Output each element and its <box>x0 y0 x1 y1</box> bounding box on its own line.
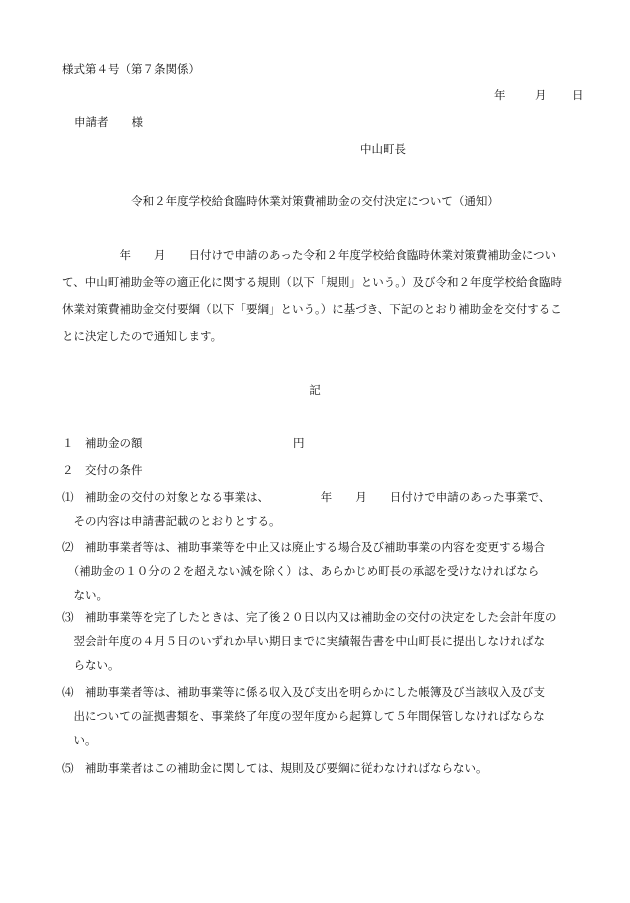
condition-line: ない。 <box>62 588 108 602</box>
applicant-line: 申請者 様 <box>74 115 143 129</box>
condition-1 <box>62 488 602 536</box>
body-line: 年 月 日付けで申請のあった令和２年度学校給食臨時休業対策費補助金につい <box>62 248 557 262</box>
issuer: 中山町長 <box>360 142 406 156</box>
condition-line: ⑶ 補助事業等を完了したときは、完了後２０日以内又は補助金の交付の決定をした会計年度の <box>62 610 557 624</box>
amount-unit: 円 <box>293 436 305 450</box>
condition-line: い。 <box>62 733 97 747</box>
condition-line: ⑵ 補助事業者等は、補助事業等を中止又は廃止する場合及び補助事業の内容を変更する場合 <box>62 540 545 554</box>
body-line: て、中山町補助金等の適正化に関する規則（以下「規則」という。）及び令和２年度学校給食臨時 <box>62 275 563 289</box>
condition-line: ⑷ 補助事業者等は、補助事業等に係る収入及び支出を明らかにした帳簿及び当該収入及び支 <box>62 685 545 699</box>
body-line: 休業対策費補助金交付要綱（以下「要綱」という。）に基づき、下記のとおり補助金を交付するこ <box>62 302 562 316</box>
date-year: 年 <box>494 88 506 102</box>
condition-line: らない。 <box>62 658 120 672</box>
date-month: 月 <box>535 88 547 102</box>
condition-line: （補助金の１０分の２を超えない減を除く）は、あらかじめ町長の承認を受けなければなら <box>62 564 540 578</box>
body-line: とに決定したので通知します。 <box>62 329 223 343</box>
amount-label: １ 補助金の額 <box>62 436 143 450</box>
document-title: 令和２年度学校給食臨時休業対策費補助金の交付決定について（通知） <box>131 194 499 208</box>
form-number: 様式第４号（第７条関係） <box>62 62 200 76</box>
body-paragraph <box>62 246 587 354</box>
ki-heading: 記 <box>309 383 321 397</box>
condition-4 <box>62 683 602 755</box>
condition-line: ⑴ 補助金の交付の対象となる事業は、 年 月 日付けで申請のあった事業で、 <box>62 490 551 504</box>
conditions-label: ２ 交付の条件 <box>62 463 143 477</box>
condition-line: その内容は申請書記載のとおりとする。 <box>62 514 281 528</box>
date-day: 日 <box>572 88 584 102</box>
condition-2 <box>62 538 602 610</box>
condition-line: 翌会計年度の４月５日のいずれか早い期日までに実績報告書を中山町長に提出しなければな <box>62 634 545 648</box>
condition-line: ⑸ 補助事業者はこの補助金に関しては、規則及び要綱に従わなければならない。 <box>62 761 488 775</box>
condition-3 <box>62 608 602 680</box>
condition-5 <box>62 759 602 783</box>
condition-line: 出についての証拠書類を、事業終了年度の翌年度から起算して５年間保管しなければならな <box>62 709 545 723</box>
